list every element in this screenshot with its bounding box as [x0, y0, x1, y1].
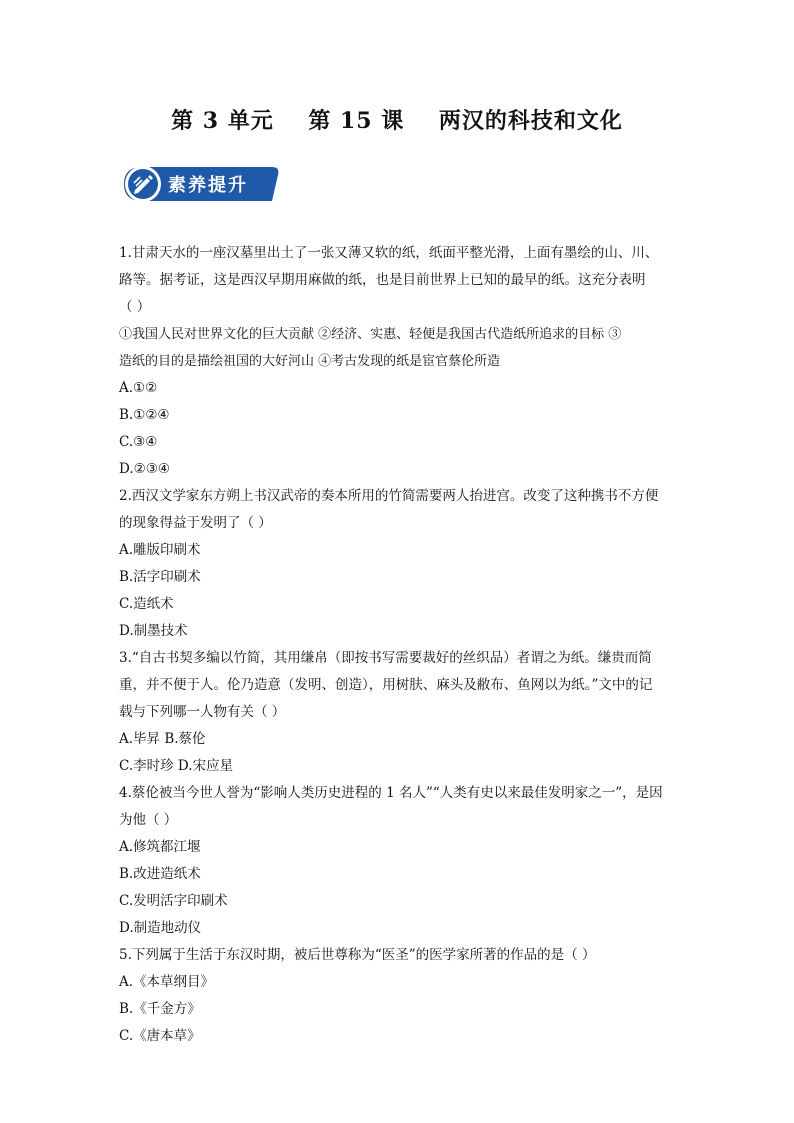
question-2 — [119, 483, 679, 645]
option-c: C.《唐本草》 — [119, 1028, 201, 1044]
question-stem-line: 载与下列哪一人物有关（ ） — [119, 704, 286, 720]
option-c-d: C.李时珍 D.宋应星 — [119, 758, 234, 774]
option-c: C.③④ — [119, 434, 158, 450]
question-4 — [119, 780, 679, 942]
question-list — [119, 240, 679, 1050]
question-3 — [119, 645, 679, 780]
question-stem-line: （ ） — [119, 299, 151, 315]
question-stem-line: 2.西汉文学家东方朔上书汉武帝的奏本所用的竹简需要两人抬进宫。改变了这种携书不方便 — [119, 488, 659, 504]
question-stem-line: 3.“自古书契多编以竹简，其用缣帛（即按书写需要裁好的丝织品）者谓之为纸。缣贵而简 — [119, 650, 652, 666]
option-d: D.制墨技术 — [119, 623, 188, 639]
page-title: 第 3 单元 第 15 课 两汉的科技和文化 — [171, 108, 623, 134]
question-5 — [119, 942, 679, 1050]
option-b: B.《千金方》 — [119, 1001, 201, 1017]
option-d: D.制造地动仪 — [119, 920, 202, 936]
statement-line: ①我国人民对世界文化的巨大贡献 ②经济、实惠、轻便是我国古代造纸所追求的目标 ③ — [119, 327, 622, 342]
option-a: A.修筑都江堰 — [119, 839, 201, 855]
option-d: D.②③④ — [119, 461, 170, 477]
question-stem-line: 为他（ ） — [119, 812, 178, 828]
question-stem-line: 1.甘肃天水的一座汉墓里出土了一张又薄又软的纸，纸面平整光滑，上面有墨绘的山、川、 — [119, 245, 659, 261]
pencil-icon — [130, 171, 156, 197]
question-stem-line: 的现象得益于发明了（ ） — [119, 515, 272, 531]
option-a: A.①② — [119, 380, 158, 396]
option-a: A.雕版印刷术 — [119, 542, 201, 558]
option-a-b: A.毕昇 B.蔡伦 — [119, 731, 206, 747]
option-a: A.《本草纲目》 — [119, 974, 215, 990]
option-c: C.发明活字印刷术 — [119, 893, 228, 909]
option-b: B.活字印刷术 — [119, 569, 201, 585]
badge-label: 素养提升 — [168, 175, 248, 196]
option-b: B.改进造纸术 — [119, 866, 201, 882]
question-1 — [119, 240, 679, 483]
question-stem-line: 4.蔡伦被当今世人誉为“影响人类历史进程的 1 名人”“人类有史以来最佳发明家之一”，是因 — [119, 785, 663, 801]
question-stem-line: 重，并不便于人。伦乃造意（发明、创造），用树肤、麻头及敝布、鱼网以为纸。”文中的记 — [119, 677, 653, 693]
option-c: C.造纸术 — [119, 596, 174, 612]
statement-line: 造纸的目的是描绘祖国的大好河山 ④考古发现的纸是宦官蔡伦所造 — [119, 354, 501, 369]
section-badge — [122, 163, 282, 205]
question-stem-line: 路等。据考证，这是西汉早期用麻做的纸，也是目前世界上已知的最早的纸。这充分表明 — [119, 272, 646, 288]
question-stem-line: 5.下列属于生活于东汉时期，被后世尊称为“医圣”的医学家所著的作品的是（ ） — [119, 947, 596, 963]
option-b: B.①②④ — [119, 407, 170, 423]
